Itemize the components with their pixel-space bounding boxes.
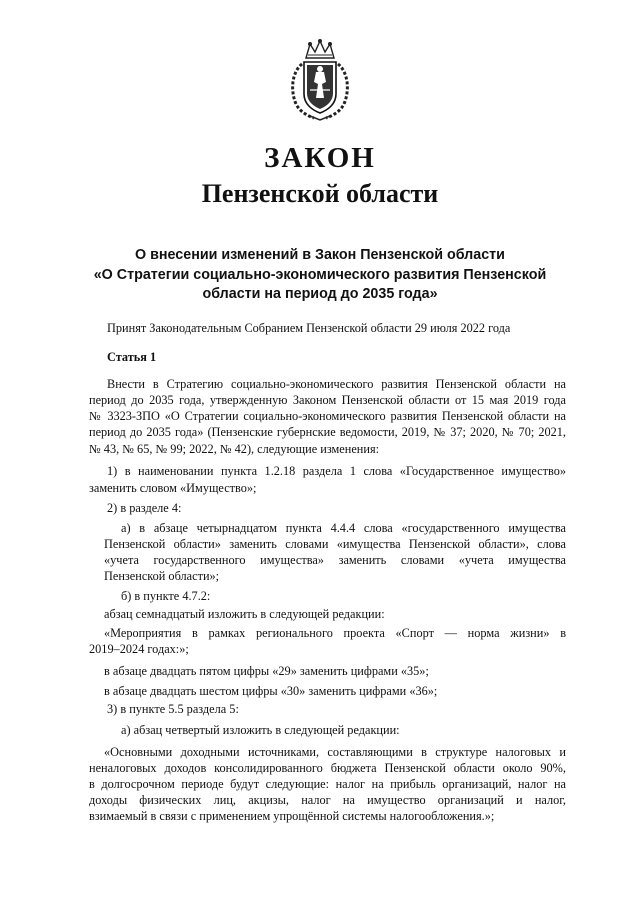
paragraph-line: № 3323-ЗПО «О Стратегии социально-экономического развития Пензенской области на [89,409,566,423]
subitem: а) абзац четвертый изложить в следующей редакции: [121,723,400,737]
quote-line: неналоговых доходов консолидированного бюджета Пензенской области около 90%, [89,761,566,775]
subitem-line: «учета государственного имущества» заменить словами «учета имущества [104,553,566,567]
quote-line: 2019–2024 годах:»; [89,642,189,656]
region-title: Пензенской области [201,179,439,208]
quote-line: взимаемый в связи с применением упрощённой системы налогообложения.»; [89,809,495,823]
paragraph-line: в абзаце двадцать шестом цифры «30» заменить цифрами «36»; [104,684,438,698]
paragraph-line: в абзаце двадцать пятом цифры «29» заменить цифрами «35»; [104,664,429,678]
coat-of-arms-icon [288,38,352,122]
paragraph-line: период до 2035 года, утвержденную Законом Пензенской области от 15 мая 2019 года [89,393,566,407]
list-item-line: 1) в наименовании пункта 1.2.18 раздела 1 слова «Государственное имущество» [107,464,566,478]
quote-line: «Мероприятия в рамках регионального проекта «Спорт — норма жизни» в [104,626,566,640]
law-title-line: области на период до 2035 года» [202,286,438,302]
quote-line: доходы физических лиц, акцизы, налог на имущество организаций и налог, [89,793,566,807]
quote-line: «Основными доходными источниками, составляющими в структуре налоговых и [104,745,566,759]
quote-line: в долгосрочном периоде будут следующие: налог на прибыль организаций, налог на [89,777,566,791]
subitem: б) в пункте 4.7.2: [121,589,211,603]
law-title-line: «О Стратегии социально-экономического развития Пензенской [93,266,547,283]
paragraph-line: Внести в Стратегию социально-экономического развития Пензенской области на [107,377,566,391]
subitem-line: Пензенской области» заменить словами «имущества Пензенской области», слова [104,537,566,551]
list-item: 3) в пункте 5.5 раздела 5: [107,702,239,716]
list-item-line: заменить словом «Имущество»; [89,481,257,495]
subitem-line: а) в абзаце четырнадцатом пункта 4.4.4 слова «государственного имущества [121,521,566,535]
paragraph-line: абзац семнадцатый изложить в следующей редакции: [104,607,385,621]
adoption-note: Принят Законодательным Собранием Пензенской области 29 июля 2022 года [107,321,511,335]
article-heading: Статья 1 [107,350,157,364]
document-type-title: ЗАКОН [264,142,376,174]
list-item: 2) в разделе 4: [107,501,182,515]
law-title-line: О внесении изменений в Закон Пензенской области [135,247,505,263]
subitem-line: Пензенской области»; [104,569,220,583]
law-title [70,246,570,305]
paragraph-line: период до 2035 года» (Пензенские губернские ведомости, 2019, № 37; 2020, № 70; 2021, [89,425,566,439]
paragraph-line: № 43, № 65, № 99; 2022, № 42), следующие изменения: [89,442,380,456]
